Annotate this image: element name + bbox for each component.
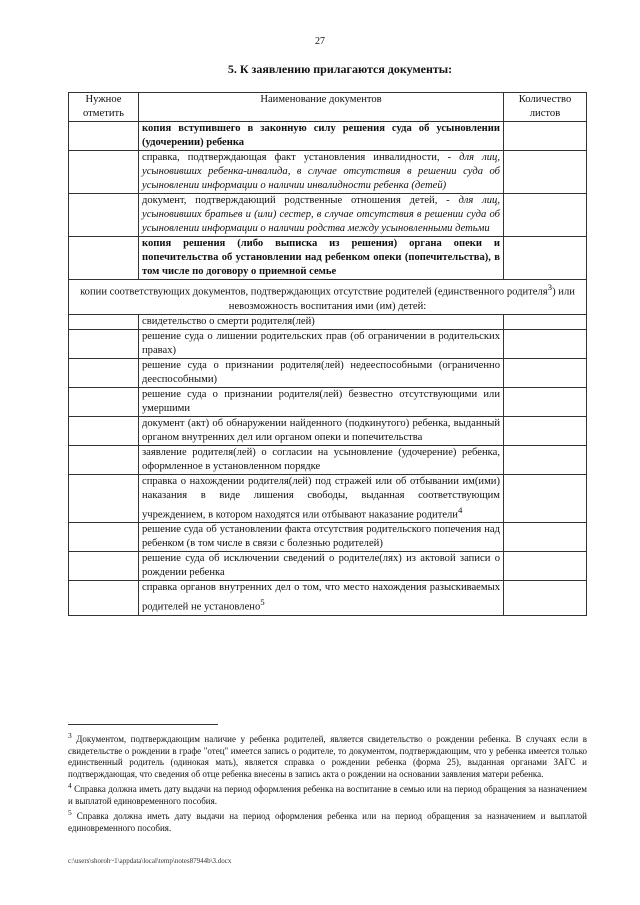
- header-document-name: Наименование документов: [139, 93, 504, 122]
- header-mark: Нужное отметить: [69, 93, 139, 122]
- document-name-cell: [139, 329, 504, 358]
- document-name: решение суда об исключении сведений о родителе(лях) из актовой записи о рождении ребенка: [142, 553, 500, 579]
- sheet-count-cell[interactable]: [504, 122, 587, 151]
- document-name: копия вступившего в законную силу решения суда об усыновлении (удочерении) ребенка: [142, 123, 500, 148]
- document-name: заявление родителя(лей) о согласии на усыновление (удочерение) ребенка, оформленное в установленном порядке: [142, 446, 500, 472]
- sheet-count-cell[interactable]: [504, 552, 587, 581]
- document-name: справка, подтверждающая факт установления инвалидности, -: [142, 152, 452, 163]
- section-span-cell: [69, 280, 587, 315]
- mark-cell[interactable]: [69, 416, 139, 445]
- table-row: [69, 151, 587, 194]
- table-row: [69, 329, 587, 358]
- sheet-count-cell[interactable]: [504, 581, 587, 616]
- page-number: 27: [315, 36, 325, 47]
- sheet-count-cell[interactable]: [504, 314, 587, 329]
- table-row: [69, 581, 587, 616]
- table-row: [69, 280, 587, 315]
- table-row: [69, 314, 587, 329]
- table-row: [69, 122, 587, 151]
- document-name-cell: [139, 552, 504, 581]
- table-row: [69, 387, 587, 416]
- table-row: [69, 416, 587, 445]
- sheet-count-cell[interactable]: [504, 358, 587, 387]
- sheet-count-cell[interactable]: [504, 151, 587, 194]
- footnote: [68, 780, 587, 807]
- footnote: [68, 730, 587, 780]
- sheet-count-cell[interactable]: [504, 474, 587, 523]
- document-name-cell: [139, 445, 504, 474]
- document-name: документ, подтверждающий родственные отношения детей, -: [142, 195, 450, 206]
- footnotes: [68, 730, 587, 834]
- mark-cell[interactable]: [69, 237, 139, 280]
- document-name-cell: [139, 314, 504, 329]
- document-name-cell: [139, 122, 504, 151]
- section-heading: 5. К заявлению прилагаются документы:: [227, 62, 453, 76]
- footnote-ref: 3: [547, 282, 553, 292]
- document-condition: для лиц, усыновивших братьев и (или) сестер, в случае отсутствия в решении суда об усыновлении информации о наличии родства между усыновленными детьми: [142, 195, 500, 234]
- mark-cell[interactable]: [69, 474, 139, 523]
- table-row: [69, 552, 587, 581]
- document-name-cell: [139, 581, 504, 616]
- mark-cell[interactable]: [69, 151, 139, 194]
- sheet-count-cell[interactable]: [504, 237, 587, 280]
- document-name: справка о нахождении родителя(лей) под стражей или об отбывании им(ими) наказания в виде лишения свободы, выданная соответствующим учреждением, в котором находятся или отбывают наказание родители: [142, 475, 500, 521]
- span-text: копии соответствующих документов, подтверждающих отсутствие родителей (единственного родителя: [80, 286, 548, 298]
- footnote-text: Документом, подтверждающим наличие у ребенка родителей, является свидетельство о рождении ребенка. В случаях если в свидетельстве о рождении в графе "отец" имеется запись о родителе, то документом, подтверждающим, что у ребенка имеется только единственный родитель (одинокая мать), является справка о рождении ребенка (форма 25), выданная органами ЗАГС и подтверждающая, что сведения об отце ребенка внесены в запись акта о рождении на основании заявления матери ребенка.: [68, 734, 587, 779]
- mark-cell[interactable]: [69, 581, 139, 616]
- table-row: [69, 194, 587, 237]
- document-name: решение суда о признании родителя(лей) недееспособными (ограниченно дееспособными): [142, 359, 500, 385]
- document-name: копия решения (либо выписка из решения) органа опеки и попечительства об установлении над ребенком опеки (попечительства), в том числе по договору о приемной семье: [142, 238, 500, 277]
- sheet-count-cell[interactable]: [504, 194, 587, 237]
- footnote-separator: [68, 724, 218, 725]
- sheet-count-cell[interactable]: [504, 445, 587, 474]
- document-name-cell: [139, 194, 504, 237]
- table-header-row: [69, 93, 587, 122]
- mark-cell[interactable]: [69, 552, 139, 581]
- document-name: справка органов внутренних дел о том, что место нахождения разыскиваемых родителей не установлено: [142, 582, 500, 613]
- mark-cell[interactable]: [69, 523, 139, 552]
- footnote-mark: 4: [68, 781, 72, 790]
- footnote-ref: 5: [260, 597, 265, 608]
- document-condition: для лиц, усыновивших ребенка-инвалида, в случае отсутствия в решении суда об усыновлении информации о наличии инвалидности ребенка (детей): [142, 152, 500, 191]
- document-name-cell: [139, 387, 504, 416]
- table-row: [69, 474, 587, 523]
- table-row: [69, 523, 587, 552]
- document-name: свидетельство о смерти родителя(лей): [142, 315, 315, 327]
- table-row: [69, 358, 587, 387]
- mark-cell[interactable]: [69, 358, 139, 387]
- footnote-text: Справка должна иметь дату выдачи на период оформления ребенка на воспитание в семью или на период обращения за назначением и выплатой единовременного пособия.: [68, 784, 587, 806]
- span-text: ) или невозможность воспитания ими (им) детей:: [228, 286, 575, 312]
- document-name-cell: [139, 358, 504, 387]
- footnote-ref: 4: [457, 504, 463, 515]
- document-name-cell: [139, 523, 504, 552]
- document-name: документ (акт) об обнаружении найденного (подкинутого) ребенка, выданный органом внутренних дел или органом опеки и попечительства: [142, 417, 500, 443]
- document-name: решение суда о признании родителя(лей) безвестно отсутствующими или умершими: [142, 388, 500, 414]
- mark-cell[interactable]: [69, 122, 139, 151]
- footnote-mark: 3: [68, 731, 72, 740]
- mark-cell[interactable]: [69, 194, 139, 237]
- footnote: [68, 807, 587, 834]
- document-name: решение суда о лишении родительских прав (об ограничении в родительских правах): [142, 330, 500, 356]
- sheet-count-cell[interactable]: [504, 387, 587, 416]
- document-name-cell: [139, 151, 504, 194]
- sheet-count-cell[interactable]: [504, 523, 587, 552]
- document-name-cell: [139, 237, 504, 280]
- sheet-count-cell[interactable]: [504, 329, 587, 358]
- documents-table: [68, 92, 587, 616]
- header-sheet-count: Количество листов: [504, 93, 587, 122]
- footnote-mark: 5: [68, 808, 72, 817]
- document-name: решение суда об установлении факта отсутствия родительского попечения над ребенком (в том числе в связи с болезнью родителей): [142, 524, 500, 550]
- sheet-count-cell[interactable]: [504, 416, 587, 445]
- document-name-cell: [139, 416, 504, 445]
- mark-cell[interactable]: [69, 314, 139, 329]
- mark-cell[interactable]: [69, 387, 139, 416]
- mark-cell[interactable]: [69, 445, 139, 474]
- file-path: c:\users\shoroh~1\appdata\local\temp\notes87944b\3.docx: [68, 857, 232, 865]
- table-row: [69, 445, 587, 474]
- table-row: [69, 237, 587, 280]
- footnote-text: Справка должна иметь дату выдачи на период оформления ребенка или на период обращения за назначением и выплатой единовременного пособия.: [68, 811, 587, 833]
- mark-cell[interactable]: [69, 329, 139, 358]
- document-name-cell: [139, 474, 504, 523]
- table-body: [69, 122, 587, 616]
